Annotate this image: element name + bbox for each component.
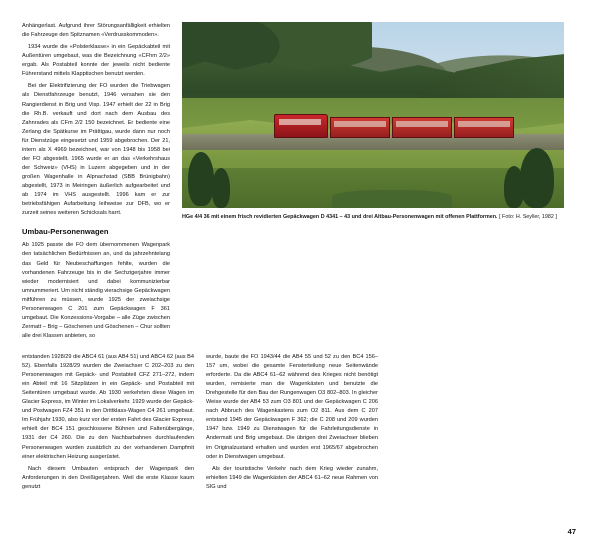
tree [504, 166, 524, 208]
paragraph: Als der touristische Verkehr nach dem Krieg wieder zunahm, erhielten 1949 die Wagenkästen der ABC4 61–62 neue Rahmen von SIG und [206, 465, 378, 490]
page-top-area [22, 22, 576, 344]
paragraph: wurde, baute die FO 1943/44 die AB4 55 und 52 zu den BC4 156–157 um, wobei die gesamte Fensterteilung neue Seitenwände erforderte. Da die ABC4 61–62 während des Krieges nicht benötigt wurden, remisierte man die Wagenkästen und benutzte die Drehgestelle für den Bau der Rungenwagen O3 802–803. In gleicher Weise wurde der AB4 53 zum O3 801 und der Gepäckwagen C 206 nach Abbruch des Wagenkastens zum O2 811. Aus dem C 207 entstand 1945 der Gepäckwagen F 362; die C 208 und 209 wurden 1947 bzw. 1949 zu Dienstwagen für die Fahrleitungsdienste in Andermatt und Brig umgebaut. Die übrigen drei Zweiachser blieben im Originalzustand erhalten und wurden erst 1965/67 abgebrochen oder in Dienstwagen umgebaut. [206, 354, 378, 460]
tree [520, 148, 554, 208]
photo-caption [182, 213, 564, 221]
paragraph: Anhängerlast. Aufgrund ihrer Störungsanfälligkeit erhielten die Fahrzeuge den Spitznamen «Verdrusskommoden». [22, 23, 170, 39]
coach [330, 117, 390, 138]
lower-text-columns [22, 353, 576, 495]
photo-credit: [ Foto: H. Seyller, 1982 ] [499, 214, 557, 220]
coach [392, 117, 452, 138]
paragraph: Nach diesem Umbauten entsprach der Wagenpark den Anforderungen in den Dreißigerjahren. Weil die erste Klasse kaum genutzt [22, 465, 194, 490]
left-text-column [22, 22, 170, 344]
text-column-2 [206, 353, 378, 495]
paragraph: 1934 wurde die «Polsterklasse» in ein Gepäckabteil mit Außentüren umgebaut, was die Bezeichnung «CFhm 2/2» ergab. Als Postabteil konnte der jeweils nicht bediente Führerstand mittels Klapptischen benutzt werden. [22, 44, 170, 78]
photo-block [182, 22, 564, 221]
bush [332, 190, 452, 208]
text-column-1 [22, 353, 194, 495]
coach [454, 117, 514, 138]
train-photograph [182, 22, 564, 208]
tree [188, 152, 214, 206]
page-number: 47 [567, 527, 576, 536]
text-column-3 [390, 353, 562, 495]
section-heading: Umbau-Personenwagen [22, 227, 109, 237]
paragraph: Ab 1925 passte die FO dem übernommenen Wagenpark den tatsächlichen Bedürfnissen an, und da jahrzehntelang das Geld für Neubeschaffungen fehlte, wurden die vorhandenen Fahrzeuge bis in die Sechzigerjahre immer wieder modernisiert und dabei kommunizierbar umnummeriert. Um nicht ständig vierachsige Gepäckwagen mitführen zu müssen, wurde 1925 der zweiachsige Personenwagen C 201 zum Gepäckwagen F 361 umgebaut. Die Konzessions-Vorgabe – alle Züge zwischen Zermatt – Brig – Göschenen und Göschenen – Chur sollten alle drei Klassen anbieten, so [22, 242, 170, 339]
caption-text: HGe 4/4 36 mit einem frisch revidierten Gepäckwagen D 4341 – 43 und drei Altbau-Personenwagen mit offenen Plattformen. [182, 214, 498, 220]
tree [212, 168, 230, 208]
red-train [274, 114, 514, 138]
paragraph: Bei der Elektrifizierung der FO wurden die Triebwagen als Dienstfahrzeuge benutzt, 1946 versahen sie den Rangierdienst in Brig und Visp. 1947 erhielt der 22 in Brig die Rh.B. verkauft und dort nach dem Ausbau des Zahnrades als CFm 2/2 150 bezeichnet. Er bediente eine Zerlang die Spätkurse im Prättigau, wurde dann nur noch für Dienstzüge eingesetzt und 1959 abgebrochen. Der 21, intern als X 4969 bezeichnet, war von 1948 bis 1958 bei der FO abgestellt. 1965 wurde er an das «Verkehrshaus der Schweiz» (VHS) in Luzern abgegeben und in der großen Wagenhalle in Alpnachstad (SBB Brünigbahn) abgestellt, 1973 in Meiringen äußerlich aufgearbeitet und ab 1974 im VHS ausgestellt. 1996 kam er zur betriebsfähigen Aufarbeitung leihweise zur DFB, wo er zurzeit seines weiteren Schicksals harrt. [22, 83, 170, 217]
paragraph: entstanden 1928/29 die ABC4 61 (aus AB4 51) und ABC4 62 (aus B4 52). Ebenfalls 1928/29 wurden die Zweiachser C 202–203 zu den Personenwagen mit Gepäck- und Postabteil CFZ 271–272, indem ein Abteil mit 16 Sitzplätzen in ein Gepäck- und Postabteil mit Seitentüren umgebaut wurde. Ab 1930 verkehrten diese Wagen im Glacier Express, im Winter im Lokalverkehr. 1929 wurde der Gepäck- und Postwagen FZ4 351 in den Drittklass-Wagen C4 261 umgebaut. Im Frühjahr 1930, also kurz vor der ersten Fahrt des Glacier Express, erhielt der BC4 151 geschlossene Bühnen und Faltenübergänge, 1931 der C4 260. Die zu den Nachbarbahnen durchlaufenden Personenwagen wurden zusätzlich zu der vorhandenen Dampfmit einer elektrischen Heizung ausgerüstet. [22, 354, 194, 460]
locomotive [274, 114, 328, 138]
